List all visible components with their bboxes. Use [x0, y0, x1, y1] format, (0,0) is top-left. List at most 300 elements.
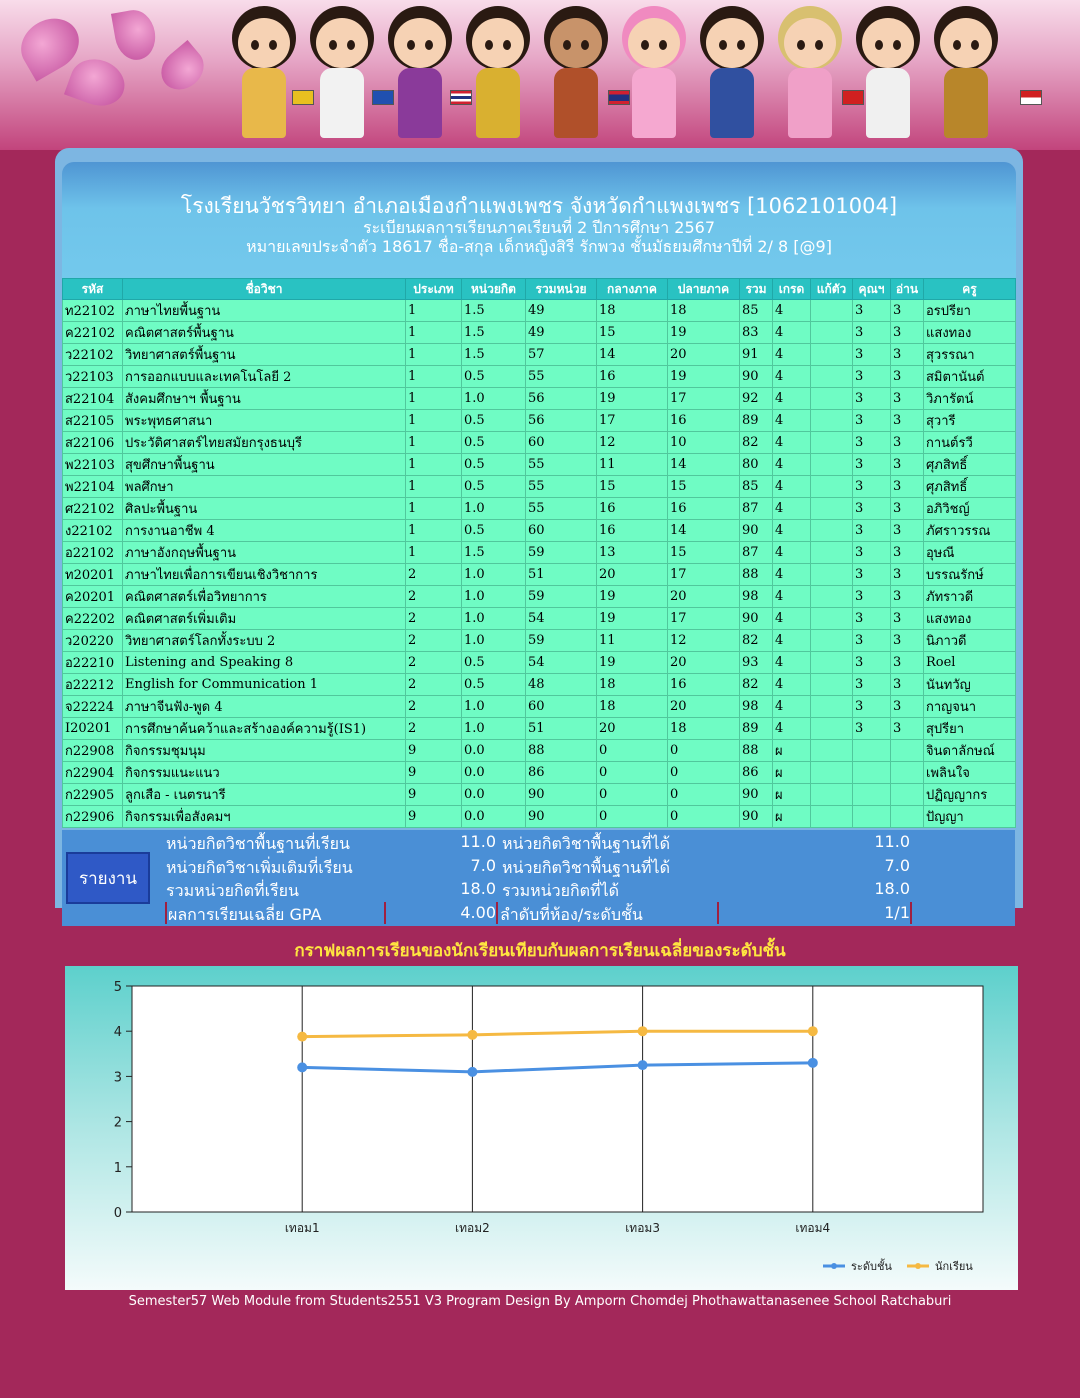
- table-cell: 59: [526, 586, 597, 608]
- column-header: เกรด: [773, 279, 811, 300]
- table-cell: 3: [853, 542, 891, 564]
- table-cell: 4: [773, 300, 811, 322]
- summary-label: รวมหน่วยกิตที่ได้: [502, 881, 620, 900]
- data-point: [467, 1030, 477, 1040]
- table-cell: ปัญญา: [924, 806, 1016, 828]
- table-cell: ว22103: [63, 366, 123, 388]
- table-row: [63, 696, 1016, 718]
- table-cell: 10: [668, 432, 740, 454]
- table-cell: 0.5: [462, 520, 526, 542]
- table-cell: [811, 542, 853, 564]
- legend-marker: [915, 1263, 921, 1269]
- table-row: [63, 520, 1016, 542]
- table-cell: ภาษาไทยเพื่อการเขียนเชิงวิชาการ: [123, 564, 406, 586]
- table-row: [63, 608, 1016, 630]
- table-cell: กิจกรรมแนะแนว: [123, 762, 406, 784]
- table-cell: [811, 608, 853, 630]
- table-cell: 0: [597, 806, 668, 828]
- table-cell: 0.5: [462, 652, 526, 674]
- table-cell: 12: [597, 432, 668, 454]
- table-cell: 49: [526, 300, 597, 322]
- table-cell: ผ: [773, 806, 811, 828]
- flag-icon: [372, 90, 394, 105]
- column-header: รวม: [740, 279, 773, 300]
- table-row: [63, 806, 1016, 828]
- table-cell: สุขศึกษาพื้นฐาน: [123, 454, 406, 476]
- table-cell: ก22908: [63, 740, 123, 762]
- table-cell: 20: [668, 652, 740, 674]
- table-cell: 3: [891, 542, 924, 564]
- table-cell: 3: [891, 652, 924, 674]
- data-point: [297, 1062, 307, 1072]
- table-cell: [891, 762, 924, 784]
- table-cell: [811, 432, 853, 454]
- flag-icon: [1020, 90, 1042, 105]
- table-cell: คณิตศาสตร์เพื่อวิทยาการ: [123, 586, 406, 608]
- footer-credit: Semester57 Web Module from Students2551 V3 Program Design By Amporn Chomdej Phothawattanasenee School Ratchaburi: [128, 1294, 952, 1309]
- table-cell: 15: [668, 476, 740, 498]
- summary-label: หน่วยกิตวิชาพื้นฐานที่ได้: [502, 834, 670, 853]
- table-cell: 3: [853, 432, 891, 454]
- table-cell: 0.0: [462, 806, 526, 828]
- table-cell: [811, 630, 853, 652]
- table-cell: 2: [406, 564, 462, 586]
- table-row: [63, 652, 1016, 674]
- data-point: [638, 1060, 648, 1070]
- table-cell: ค22202: [63, 608, 123, 630]
- table-cell: 4: [773, 388, 811, 410]
- table-cell: ภัศราวรรณ: [924, 520, 1016, 542]
- table-cell: 4: [773, 564, 811, 586]
- column-header: ปลายภาค: [668, 279, 740, 300]
- legend-label: ระดับชั้น: [851, 1260, 892, 1273]
- table-row: [63, 476, 1016, 498]
- chart-title: กราฟผลการเรียนของนักเรียนเทียบกับผลการเรียนเฉลี่ยของระดับชั้น: [294, 941, 786, 961]
- table-cell: 1: [406, 322, 462, 344]
- table-cell: แสงทอง: [924, 608, 1016, 630]
- table-cell: 1.5: [462, 322, 526, 344]
- report-header: [62, 162, 1016, 278]
- table-cell: 3: [891, 388, 924, 410]
- table-cell: 85: [740, 300, 773, 322]
- table-cell: 3: [853, 476, 891, 498]
- table-cell: 17: [668, 388, 740, 410]
- table-cell: 16: [668, 674, 740, 696]
- table-cell: 1: [406, 344, 462, 366]
- table-row: [63, 410, 1016, 432]
- table-cell: 18: [597, 300, 668, 322]
- x-tick-label: เทอม4: [795, 1221, 831, 1235]
- table-cell: นิภาวดี: [924, 630, 1016, 652]
- table-cell: ง22102: [63, 520, 123, 542]
- doll-illustration: [930, 6, 1002, 148]
- table-cell: เพลินใจ: [924, 762, 1016, 784]
- table-cell: 98: [740, 586, 773, 608]
- summary-label: หน่วยกิตวิชาเพิ่มเติมที่เรียน: [166, 858, 353, 877]
- doll-illustration: [228, 6, 300, 148]
- table-cell: 4: [773, 410, 811, 432]
- table-cell: 1.0: [462, 696, 526, 718]
- table-cell: 1: [406, 520, 462, 542]
- table-cell: [811, 696, 853, 718]
- table-cell: 19: [597, 608, 668, 630]
- chart-container: [65, 966, 1018, 1290]
- table-cell: 91: [740, 344, 773, 366]
- table-cell: สุวรรณา: [924, 344, 1016, 366]
- table-cell: 90: [740, 366, 773, 388]
- legend-marker: [831, 1263, 837, 1269]
- table-cell: 83: [740, 322, 773, 344]
- data-point: [808, 1026, 818, 1036]
- table-cell: 4: [773, 344, 811, 366]
- table-cell: ส22104: [63, 388, 123, 410]
- table-cell: 60: [526, 520, 597, 542]
- summary-label: หน่วยกิตวิชาพื้นฐานที่เรียน: [166, 834, 350, 853]
- table-cell: 0.5: [462, 674, 526, 696]
- gpa-value: 4.00: [460, 903, 496, 922]
- table-cell: 56: [526, 410, 597, 432]
- table-cell: English for Communication 1: [123, 674, 406, 696]
- table-cell: 0.5: [462, 366, 526, 388]
- table-cell: วิทยาศาสตร์พื้นฐาน: [123, 344, 406, 366]
- column-header: รหัส: [63, 279, 123, 300]
- table-cell: 0.5: [462, 476, 526, 498]
- table-cell: อ22102: [63, 542, 123, 564]
- doll-illustration: [462, 6, 534, 148]
- table-cell: 82: [740, 630, 773, 652]
- table-cell: 86: [740, 762, 773, 784]
- table-cell: 59: [526, 542, 597, 564]
- table-cell: ศ22102: [63, 498, 123, 520]
- table-cell: 3: [853, 300, 891, 322]
- table-cell: 3: [853, 630, 891, 652]
- table-cell: 3: [853, 498, 891, 520]
- summary-row: [166, 856, 1006, 878]
- table-cell: พลศึกษา: [123, 476, 406, 498]
- table-cell: ศิลปะพื้นฐาน: [123, 498, 406, 520]
- table-cell: [811, 410, 853, 432]
- table-cell: 56: [526, 388, 597, 410]
- table-cell: พระพุทธศาสนา: [123, 410, 406, 432]
- table-cell: 0.5: [462, 432, 526, 454]
- table-cell: 0: [597, 784, 668, 806]
- table-cell: 1: [406, 388, 462, 410]
- table-cell: 4: [773, 542, 811, 564]
- table-cell: 3: [853, 322, 891, 344]
- table-cell: 80: [740, 454, 773, 476]
- table-cell: 1.0: [462, 630, 526, 652]
- table-cell: 1.0: [462, 608, 526, 630]
- table-cell: 88: [740, 564, 773, 586]
- flag-icon: [842, 90, 864, 105]
- table-cell: [853, 762, 891, 784]
- rank-label: ลำดับที่ห้อง/ระดับชั้น: [500, 905, 643, 924]
- table-cell: วิภารัตน์: [924, 388, 1016, 410]
- header-banner: [0, 0, 1080, 150]
- table-cell: 90: [740, 806, 773, 828]
- table-cell: ก22905: [63, 784, 123, 806]
- table-cell: 15: [668, 542, 740, 564]
- table-cell: 19: [597, 652, 668, 674]
- table-cell: 16: [597, 366, 668, 388]
- table-cell: 3: [853, 718, 891, 740]
- school-title: โรงเรียนวัชรวิทยา อำเภอเมืองกำแพงเพชร จังหวัดกำแพงเพชร [1062101004]: [180, 194, 898, 218]
- table-cell: ภาษาอังกฤษพื้นฐาน: [123, 542, 406, 564]
- table-row: [63, 322, 1016, 344]
- summary-value: 7.0: [470, 856, 496, 875]
- table-cell: 55: [526, 476, 597, 498]
- table-cell: 0.5: [462, 454, 526, 476]
- table-cell: 3: [891, 696, 924, 718]
- y-tick-label: 5: [113, 980, 122, 995]
- table-cell: คณิตศาสตร์พื้นฐาน: [123, 322, 406, 344]
- summary-label: รวมหน่วยกิตที่เรียน: [166, 881, 299, 900]
- table-cell: กาญจนา: [924, 696, 1016, 718]
- table-cell: [811, 476, 853, 498]
- table-cell: [891, 784, 924, 806]
- y-tick-label: 2: [113, 1115, 122, 1131]
- table-cell: 89: [740, 410, 773, 432]
- table-cell: ว22102: [63, 344, 123, 366]
- table-cell: 3: [853, 608, 891, 630]
- table-cell: 17: [668, 608, 740, 630]
- table-cell: ส22106: [63, 432, 123, 454]
- table-cell: 1.5: [462, 344, 526, 366]
- table-cell: กานต์รวี: [924, 432, 1016, 454]
- table-cell: [811, 454, 853, 476]
- table-cell: 16: [597, 498, 668, 520]
- table-cell: 16: [668, 498, 740, 520]
- table-cell: 11: [597, 454, 668, 476]
- table-cell: [891, 740, 924, 762]
- table-cell: นันทวัญ: [924, 674, 1016, 696]
- table-cell: 3: [891, 410, 924, 432]
- table-row: [63, 630, 1016, 652]
- table-cell: 54: [526, 652, 597, 674]
- table-cell: บรรณรักษ์: [924, 564, 1016, 586]
- table-cell: [811, 498, 853, 520]
- table-cell: 4: [773, 630, 811, 652]
- table-cell: 4: [773, 586, 811, 608]
- table-cell: [811, 718, 853, 740]
- table-cell: 4: [773, 652, 811, 674]
- table-cell: 0: [597, 740, 668, 762]
- table-cell: 3: [853, 652, 891, 674]
- table-cell: อุษณี: [924, 542, 1016, 564]
- table-cell: 0: [668, 806, 740, 828]
- table-cell: 86: [526, 762, 597, 784]
- doll-illustration: [384, 6, 456, 148]
- table-cell: 51: [526, 564, 597, 586]
- table-cell: ผ: [773, 784, 811, 806]
- table-cell: 2: [406, 586, 462, 608]
- table-cell: Roel: [924, 652, 1016, 674]
- table-cell: ภัทราวดี: [924, 586, 1016, 608]
- column-header: หน่วยกิต: [462, 279, 526, 300]
- table-cell: 18: [668, 300, 740, 322]
- table-cell: 1.5: [462, 300, 526, 322]
- table-cell: 4: [773, 432, 811, 454]
- summary-row: [166, 832, 1006, 854]
- table-cell: 9: [406, 806, 462, 828]
- table-cell: การงานอาชีพ 4: [123, 520, 406, 542]
- table-row: [63, 542, 1016, 564]
- table-cell: 1: [406, 498, 462, 520]
- table-cell: 1: [406, 366, 462, 388]
- table-cell: 2: [406, 630, 462, 652]
- table-cell: 82: [740, 432, 773, 454]
- table-cell: 3: [891, 520, 924, 542]
- table-cell: 19: [597, 388, 668, 410]
- table-cell: 3: [853, 366, 891, 388]
- data-point: [297, 1032, 307, 1042]
- table-cell: 87: [740, 498, 773, 520]
- table-cell: 1.0: [462, 586, 526, 608]
- table-cell: ผ: [773, 740, 811, 762]
- table-cell: 85: [740, 476, 773, 498]
- report-button[interactable]: รายงาน: [66, 852, 150, 904]
- summary-panel: [62, 830, 1015, 926]
- table-cell: 1.0: [462, 498, 526, 520]
- table-cell: แสงทอง: [924, 322, 1016, 344]
- table-cell: 1: [406, 454, 462, 476]
- table-cell: 12: [668, 630, 740, 652]
- table-row: [63, 344, 1016, 366]
- flag-icon: [450, 90, 472, 105]
- table-cell: 90: [526, 806, 597, 828]
- divider: [717, 902, 719, 924]
- table-cell: 3: [853, 454, 891, 476]
- column-header: รวมหน่วย: [526, 279, 597, 300]
- table-cell: 87: [740, 542, 773, 564]
- table-cell: [811, 762, 853, 784]
- table-cell: 1: [406, 410, 462, 432]
- table-cell: 0: [668, 784, 740, 806]
- table-cell: 14: [668, 520, 740, 542]
- table-cell: ค22102: [63, 322, 123, 344]
- table-cell: 14: [597, 344, 668, 366]
- divider: [384, 902, 386, 924]
- table-cell: 3: [853, 388, 891, 410]
- table-row: [63, 674, 1016, 696]
- table-cell: [811, 564, 853, 586]
- column-header: ครู: [924, 279, 1016, 300]
- table-row: [63, 300, 1016, 322]
- table-cell: 17: [668, 564, 740, 586]
- table-cell: [811, 388, 853, 410]
- table-cell: 3: [853, 696, 891, 718]
- table-cell: 0.5: [462, 410, 526, 432]
- table-cell: ศุภสิทธิ์: [924, 454, 1016, 476]
- table-cell: 1.0: [462, 388, 526, 410]
- table-cell: 2: [406, 608, 462, 630]
- table-cell: 92: [740, 388, 773, 410]
- table-cell: 1: [406, 300, 462, 322]
- table-cell: 3: [853, 520, 891, 542]
- table-cell: 98: [740, 696, 773, 718]
- table-cell: ค20201: [63, 586, 123, 608]
- table-cell: 3: [891, 674, 924, 696]
- table-cell: 20: [668, 696, 740, 718]
- table-cell: 4: [773, 366, 811, 388]
- summary-value: 11.0: [874, 832, 910, 851]
- column-header: อ่าน: [891, 279, 924, 300]
- table-cell: [811, 784, 853, 806]
- x-tick-label: เทอม3: [625, 1221, 660, 1235]
- data-point: [808, 1058, 818, 1068]
- table-row: [63, 564, 1016, 586]
- table-cell: ภาษาไทยพื้นฐาน: [123, 300, 406, 322]
- table-cell: Listening and Speaking 8: [123, 652, 406, 674]
- table-cell: [891, 806, 924, 828]
- table-cell: 18: [597, 674, 668, 696]
- table-cell: 3: [891, 718, 924, 740]
- table-cell: [853, 806, 891, 828]
- table-cell: 88: [526, 740, 597, 762]
- table-cell: 3: [891, 344, 924, 366]
- table-cell: 93: [740, 652, 773, 674]
- table-cell: 18: [597, 696, 668, 718]
- student-info: หมายเลขประจำตัว 18617 ชื่อ-สกุล เด็กหญิงสิรี รักพวง ชั้นมัธยมศึกษาปีที่ 2/ 8 [@9]: [246, 237, 832, 256]
- table-cell: การออกแบบและเทคโนโลยี 2: [123, 366, 406, 388]
- plot-area: [132, 986, 983, 1212]
- table-cell: 1.5: [462, 542, 526, 564]
- y-tick-label: 3: [113, 1070, 122, 1086]
- table-cell: [811, 806, 853, 828]
- table-cell: [811, 300, 853, 322]
- table-cell: 20: [668, 344, 740, 366]
- table-cell: 16: [597, 520, 668, 542]
- table-header-row: [63, 279, 1016, 300]
- table-row: [63, 762, 1016, 784]
- table-cell: 90: [740, 784, 773, 806]
- table-cell: 3: [891, 432, 924, 454]
- table-cell: วิทยาศาสตร์โลกทั้งระบบ 2: [123, 630, 406, 652]
- table-cell: 3: [853, 410, 891, 432]
- table-cell: อภิวิชญ์: [924, 498, 1016, 520]
- table-cell: ประวัติศาสตร์ไทยสมัยกรุงธนบุรี: [123, 432, 406, 454]
- table-cell: 90: [740, 608, 773, 630]
- table-cell: 13: [597, 542, 668, 564]
- table-cell: ท20201: [63, 564, 123, 586]
- table-cell: 19: [597, 586, 668, 608]
- table-cell: 55: [526, 498, 597, 520]
- table-cell: 59: [526, 630, 597, 652]
- table-cell: 48: [526, 674, 597, 696]
- table-cell: [811, 366, 853, 388]
- table-cell: 20: [668, 586, 740, 608]
- flower-decoration: [153, 40, 212, 98]
- table-cell: กิจกรรมเพื่อสังคมฯ: [123, 806, 406, 828]
- table-cell: 3: [891, 608, 924, 630]
- table-cell: [811, 322, 853, 344]
- table-cell: 4: [773, 498, 811, 520]
- table-cell: 2: [406, 674, 462, 696]
- summary-value: 11.0: [460, 832, 496, 851]
- flower-decoration: [111, 7, 159, 63]
- table-cell: 9: [406, 784, 462, 806]
- table-row: [63, 718, 1016, 740]
- table-row: [63, 740, 1016, 762]
- table-cell: กิจกรรมชุมนุม: [123, 740, 406, 762]
- table-cell: 90: [526, 784, 597, 806]
- table-cell: 18: [668, 718, 740, 740]
- divider: [910, 902, 912, 924]
- table-cell: 55: [526, 366, 597, 388]
- table-cell: 9: [406, 740, 462, 762]
- table-cell: 9: [406, 762, 462, 784]
- table-cell: 4: [773, 696, 811, 718]
